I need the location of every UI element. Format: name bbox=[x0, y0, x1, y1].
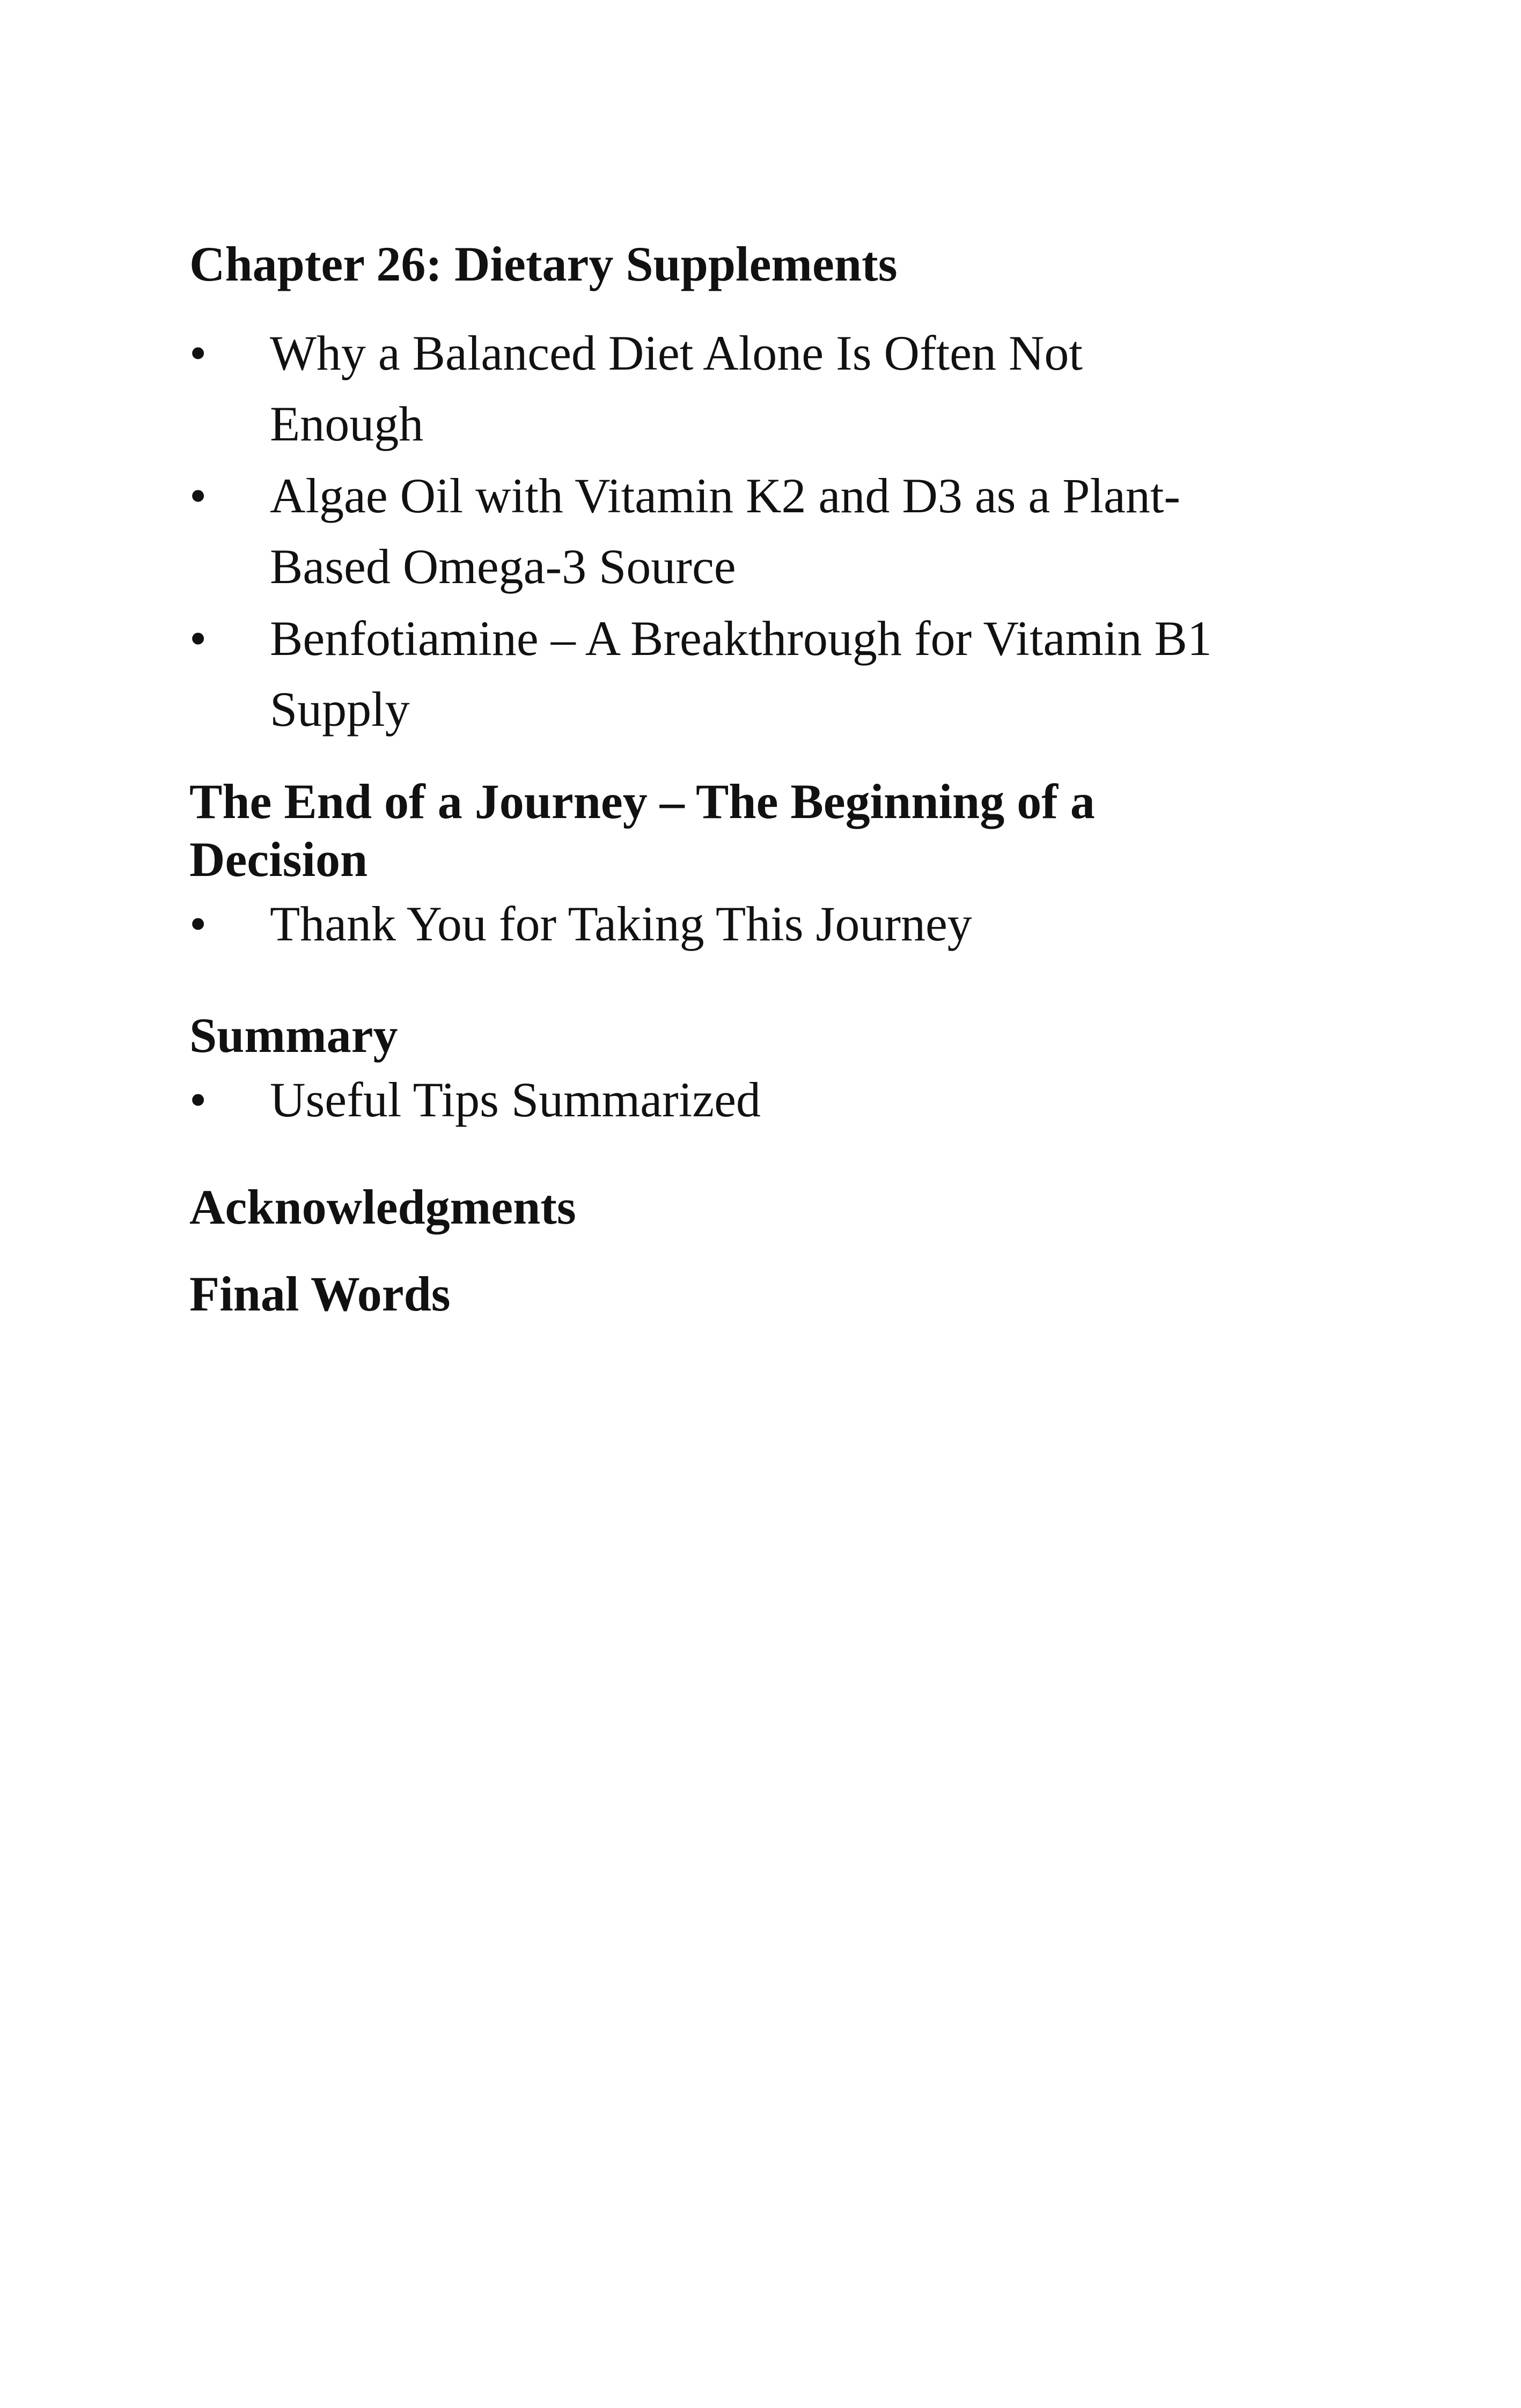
section-heading-end-of-journey-line-2: Decision bbox=[189, 832, 368, 887]
list-item-line: Benfotiamine – A Breakthrough for Vitamin B1 bbox=[270, 611, 1212, 666]
section-heading-end-of-journey: The End of a Journey – The Beginning of a bbox=[189, 774, 1095, 829]
bullet-icon: • bbox=[189, 326, 207, 380]
section-heading-acknowledgments: Acknowledgments bbox=[189, 1180, 576, 1234]
list-item bbox=[189, 318, 1370, 459]
list-item bbox=[189, 888, 1370, 959]
list-item-line: Useful Tips Summarized bbox=[270, 1072, 761, 1127]
bullet-icon: • bbox=[189, 896, 207, 951]
list-item bbox=[189, 1064, 1370, 1135]
list-item-line: Thank You for Taking This Journey bbox=[270, 896, 972, 951]
section-heading-summary: Summary bbox=[189, 1008, 398, 1063]
bullet-icon: • bbox=[189, 611, 207, 666]
list-item bbox=[189, 603, 1370, 745]
section-heading-final-words: Final Words bbox=[189, 1266, 451, 1321]
list-item-line: Why a Balanced Diet Alone Is Often Not bbox=[270, 326, 1083, 380]
list-item bbox=[189, 460, 1370, 602]
section-heading-chapter-26: Chapter 26: Dietary Supplements bbox=[189, 237, 898, 291]
bullet-icon: • bbox=[189, 468, 207, 523]
list-item-line: Supply bbox=[270, 682, 410, 737]
list-item-line: Based Omega-3 Source bbox=[270, 539, 736, 594]
list-item-line: Enough bbox=[270, 396, 424, 451]
list-item-line: Algae Oil with Vitamin K2 and D3 as a Plant- bbox=[270, 468, 1181, 523]
bullet-icon: • bbox=[189, 1072, 207, 1127]
